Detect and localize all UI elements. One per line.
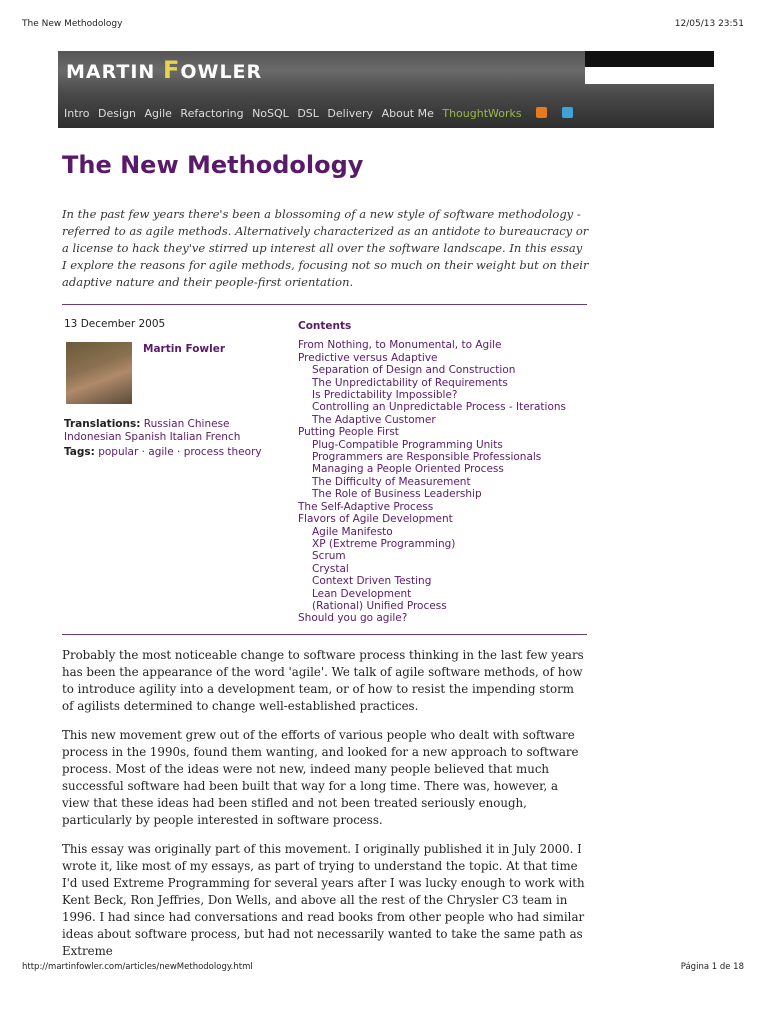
toc-item[interactable]: Plug-Compatible Programming Units [312,438,503,451]
article-meta [64,318,274,458]
author-avatar [66,342,132,404]
nav-agile[interactable]: Agile [144,107,172,120]
toc-item[interactable]: The Difficulty of Measurement [312,475,471,488]
translations [64,418,274,444]
logo-text-martin: MARTIN [66,61,163,83]
tags [64,446,274,458]
site-banner [58,51,714,128]
toc-item[interactable]: The Adaptive Customer [312,413,436,426]
toc-item[interactable]: Lean Development [312,587,412,600]
print-header [22,19,744,29]
twitter-icon[interactable] [562,107,573,118]
site-nav [64,107,578,120]
toc-item[interactable]: The Self-Adaptive Process [298,500,434,513]
rss-icon[interactable] [536,107,547,118]
print-url: http://martinfowler.com/articles/newMethodology.html [22,962,253,972]
toc-item[interactable]: The Unpredictability of Requirements [312,376,508,389]
author-link[interactable]: Martin Fowler [143,343,226,355]
toc-item[interactable]: From Nothing, to Monumental, to Agile [298,339,502,352]
toc-item[interactable]: Programmers are Responsible Professionals [312,451,542,464]
toc-item[interactable]: Controlling an Unpredictable Process - Iterations [312,401,567,414]
body-paragraph: This new movement grew out of the efforts of various people who dealt with software process in the 1990s, found them wanting, and looked for a new approach to software process. Most of the ideas were not new, indeed many people believed that much successful software had been built that way for a long time. There was, however, a view that these ideas had been stifled and not been treated seriously enough, particularly by people interested in software process. [62,728,579,827]
nav-intro[interactable]: Intro [64,107,90,120]
banner-search-field[interactable] [585,67,714,84]
toc-list [298,339,588,624]
nav-about-me[interactable]: About Me [381,107,434,120]
nav-dsl[interactable]: DSL [297,107,319,120]
toc-item[interactable]: XP (Extreme Programming) [312,537,456,550]
body-paragraph: Probably the most noticeable change to software process thinking in the last few years has been the appearance of the word 'agile'. We talk of agile software methods, of how to introduce agility into a development team, or of how to resist the impending storm of agilists determined to change well-established practices. [62,648,584,713]
toc-title: Contents [298,320,352,332]
toc-item[interactable]: Is Predictability Impossible? [312,389,458,402]
toc-item[interactable]: Predictive versus Adaptive [298,351,438,364]
divider-top [62,304,587,305]
toc-item[interactable]: Scrum [312,550,346,563]
divider-bottom [62,634,587,635]
article-abstract: In the past few years there's been a blossoming of a new style of software methodology - referred to as agile methods. Alternatively characterized as an antidote to bureaucracy or a license to hack they've stirred up interest all over the software landscape. In this essay I explore the reasons for agile methods, focusing not so much on their weight but on their adaptive nature and their people-first orientation. [62,207,589,289]
body-paragraph: This essay was originally part of this movement. I originally published it in July 2000. I wrote it, like most of my essays, as part of trying to understand the topic. At that time I'd used Extreme Programming for several years after I was lucky enough to work with Kent Beck, Ron Jeffries, Don Wells, and above all the rest of the Chrysler C3 team in 1996. I had since had conversations and read books from other people who had similar ideas about software process, but had not necessarily wanted to take the same path as Extreme [62,842,585,958]
print-footer [22,962,744,972]
article-date: 13 December 2005 [64,318,166,330]
nav-design[interactable]: Design [98,107,137,120]
toc-item[interactable]: Putting People First [298,426,399,439]
toc-item[interactable]: Crystal [312,562,349,575]
logo-letter-f: F [162,56,181,84]
nav-delivery[interactable]: Delivery [327,107,374,120]
toc-item[interactable]: Separation of Design and Construction [312,364,516,377]
translations-label: Translations: [64,418,141,430]
toc-item[interactable]: Context Driven Testing [312,575,432,588]
table-of-contents [298,320,588,625]
article-body [62,647,586,972]
nav-thoughtworks[interactable]: ThoughtWorks [442,107,522,120]
site-logo[interactable] [66,56,262,84]
banner-search-bar [585,51,714,67]
print-title: The New Methodology [22,19,123,29]
nav-refactoring[interactable]: Refactoring [180,107,244,120]
tags-links[interactable]: popular · agile · process theory [98,446,262,458]
print-datetime: 12/05/13 23:51 [674,19,744,29]
logo-text-owler: OWLER [180,61,263,83]
article-title: The New Methodology [62,151,364,179]
print-page-number: Página 1 de 18 [680,962,744,972]
toc-item[interactable]: Managing a People Oriented Process [312,463,504,476]
toc-item[interactable]: The Role of Business Leadership [312,488,482,501]
translations-links[interactable]: Russian Chinese Indonesian Spanish Italian French [64,418,241,443]
tags-label: Tags: [64,446,95,458]
toc-item[interactable]: Flavors of Agile Development [298,513,453,526]
nav-nosql[interactable]: NoSQL [252,107,289,120]
toc-item[interactable]: Should you go agile? [298,612,408,625]
toc-item[interactable]: (Rational) Unified Process [312,599,447,612]
toc-item[interactable]: Agile Manifesto [312,525,393,538]
